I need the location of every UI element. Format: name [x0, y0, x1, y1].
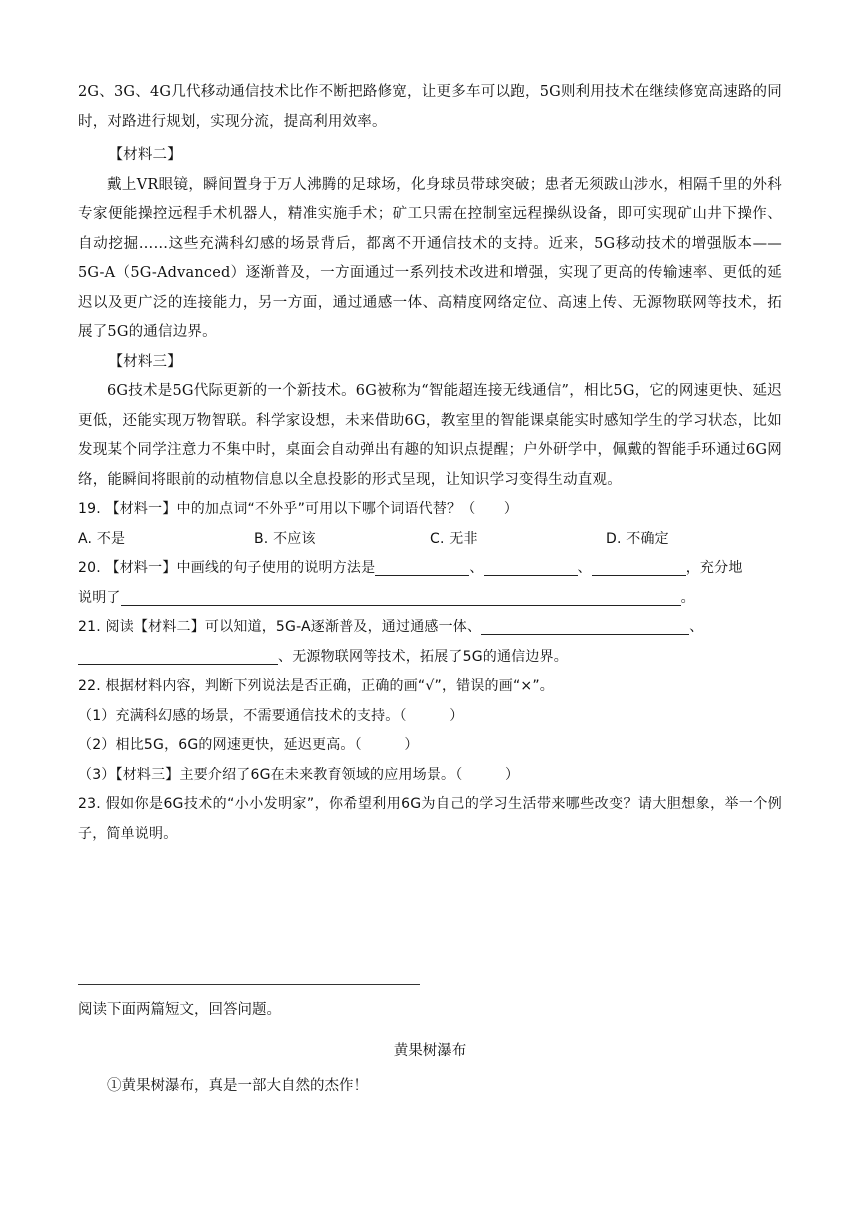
q22-item-1[interactable]: （1）充满科幻感的场景，不需要通信技术的支持。（ ） [78, 707, 464, 724]
q20-sep-2: 、 [577, 560, 592, 576]
q22-item-2[interactable]: （2）相比5G，6G的网速更快，延迟更高。（ ） [78, 737, 419, 753]
q20-text-2: ，充分地 [685, 560, 743, 576]
reading-section [78, 996, 782, 1101]
q20-text-1: 20. 【材料一】中画线的句子使用的说明方法是 [78, 560, 376, 576]
question-20-cont [78, 584, 782, 614]
material3-body: 6G技术是5G代际更新的一个新技术。6G被称为“智能超连接无线通信”，相比5G，它的网速更快、延迟更低，还能实现万物智联。科学家设想，未来借助6G，教室里的智能课桌能实时感知学生的学习状态，比如发现某个同学注意力不集中时，桌面会自动弹出有趣的知识点提醒；户外研学中，佩戴的智能手环通过6G网络，能瞬间将眼前的动植物信息以全息投影的形式呈现，让知识学习变得生动直观。 [78, 383, 782, 488]
question-21 [78, 613, 782, 643]
q20-blank-3[interactable] [592, 557, 686, 576]
q22-item-3[interactable]: （3）【材料三】主要介绍了6G在未来教育领域的应用场景。（ ） [78, 766, 520, 783]
question-22: 22. 根据材料内容，判断下列说法是否正确，正确的画“√”，错误的画“×”。 [78, 678, 554, 694]
q20-blank-2[interactable] [484, 557, 578, 576]
reading-intro: 阅读下面两篇短文，回答问题。 [78, 1002, 281, 1018]
q21-text-1: 21. 阅读【材料二】可以知道，5G-A逐渐普及，通过通感一体、 [78, 619, 482, 635]
question-19: 19. 【材料一】中的加点词“不外乎”可用以下哪个词语代替？（ ） [78, 501, 519, 517]
q20-blank-1[interactable] [375, 557, 469, 576]
question-21-cont [78, 643, 782, 673]
option-d[interactable]: D. 不确定 [606, 530, 669, 547]
exam-text-block [78, 78, 782, 849]
q20-sep-1: 、 [469, 560, 484, 576]
q21-blank-2[interactable] [78, 646, 278, 665]
question-23: 23. 假如你是6G技术的“小小发明家”，你希望利用6G为自己的学习生活带来哪些改变？请大胆想象，举一个例子，简单说明。 [78, 796, 782, 842]
q21-text-2: 、无源物联网等技术，拓展了5G的通信边界。 [278, 648, 568, 665]
q21-blank-1[interactable] [481, 616, 689, 635]
answer-line[interactable] [78, 984, 420, 985]
question-20 [78, 554, 782, 584]
material3-heading: 【材料三】 [108, 353, 182, 370]
option-b[interactable]: B. 不应该 [254, 530, 316, 547]
q21-sep: 、 [689, 619, 704, 635]
q20-end: 。 [680, 589, 695, 606]
reading-title: 黄果树瀑布 [393, 1043, 467, 1059]
q20-text-3: 说明了 [78, 589, 121, 606]
reading-first-paragraph: ①黄果树瀑布，真是一部大自然的杰作！ [107, 1078, 368, 1094]
question-19-options [78, 525, 782, 555]
material1-tail: 2G、3G、4G几代移动通信技术比作不断把路修宽，让更多车可以跑，5G则利用技术在继续修宽高速路的同时，对路进行规划，实现分流，提高利用效率。 [78, 84, 782, 130]
material2-body: 戴上VR眼镜，瞬间置身于万人沸腾的足球场，化身球员带球突破；患者无须跋山涉水，相隔千里的外科专家便能操控远程手术机器人，精准实施手术；矿工只需在控制室远程操纵设备，即可实现矿山井下操作、自动挖掘……这些充满科幻感的场景背后，都离不开通信技术的支持。近来，5G移动技术的增强版本——5G-A（5G-Advanced）逐渐普及，一方面通过一系列技术改进和增强，实现了更高的传输速率、更低的延迟以及更广泛的连接能力，另一方面，通过通感一体、高精度网络定位、高速上传、无源物联网等技术，拓展了5G的通信边界。 [78, 176, 782, 340]
q20-blank-4[interactable] [121, 587, 681, 606]
material2-heading: 【材料二】 [108, 147, 182, 163]
option-c[interactable]: C. 无非 [430, 530, 478, 547]
option-a[interactable]: A. 不是 [78, 530, 126, 547]
